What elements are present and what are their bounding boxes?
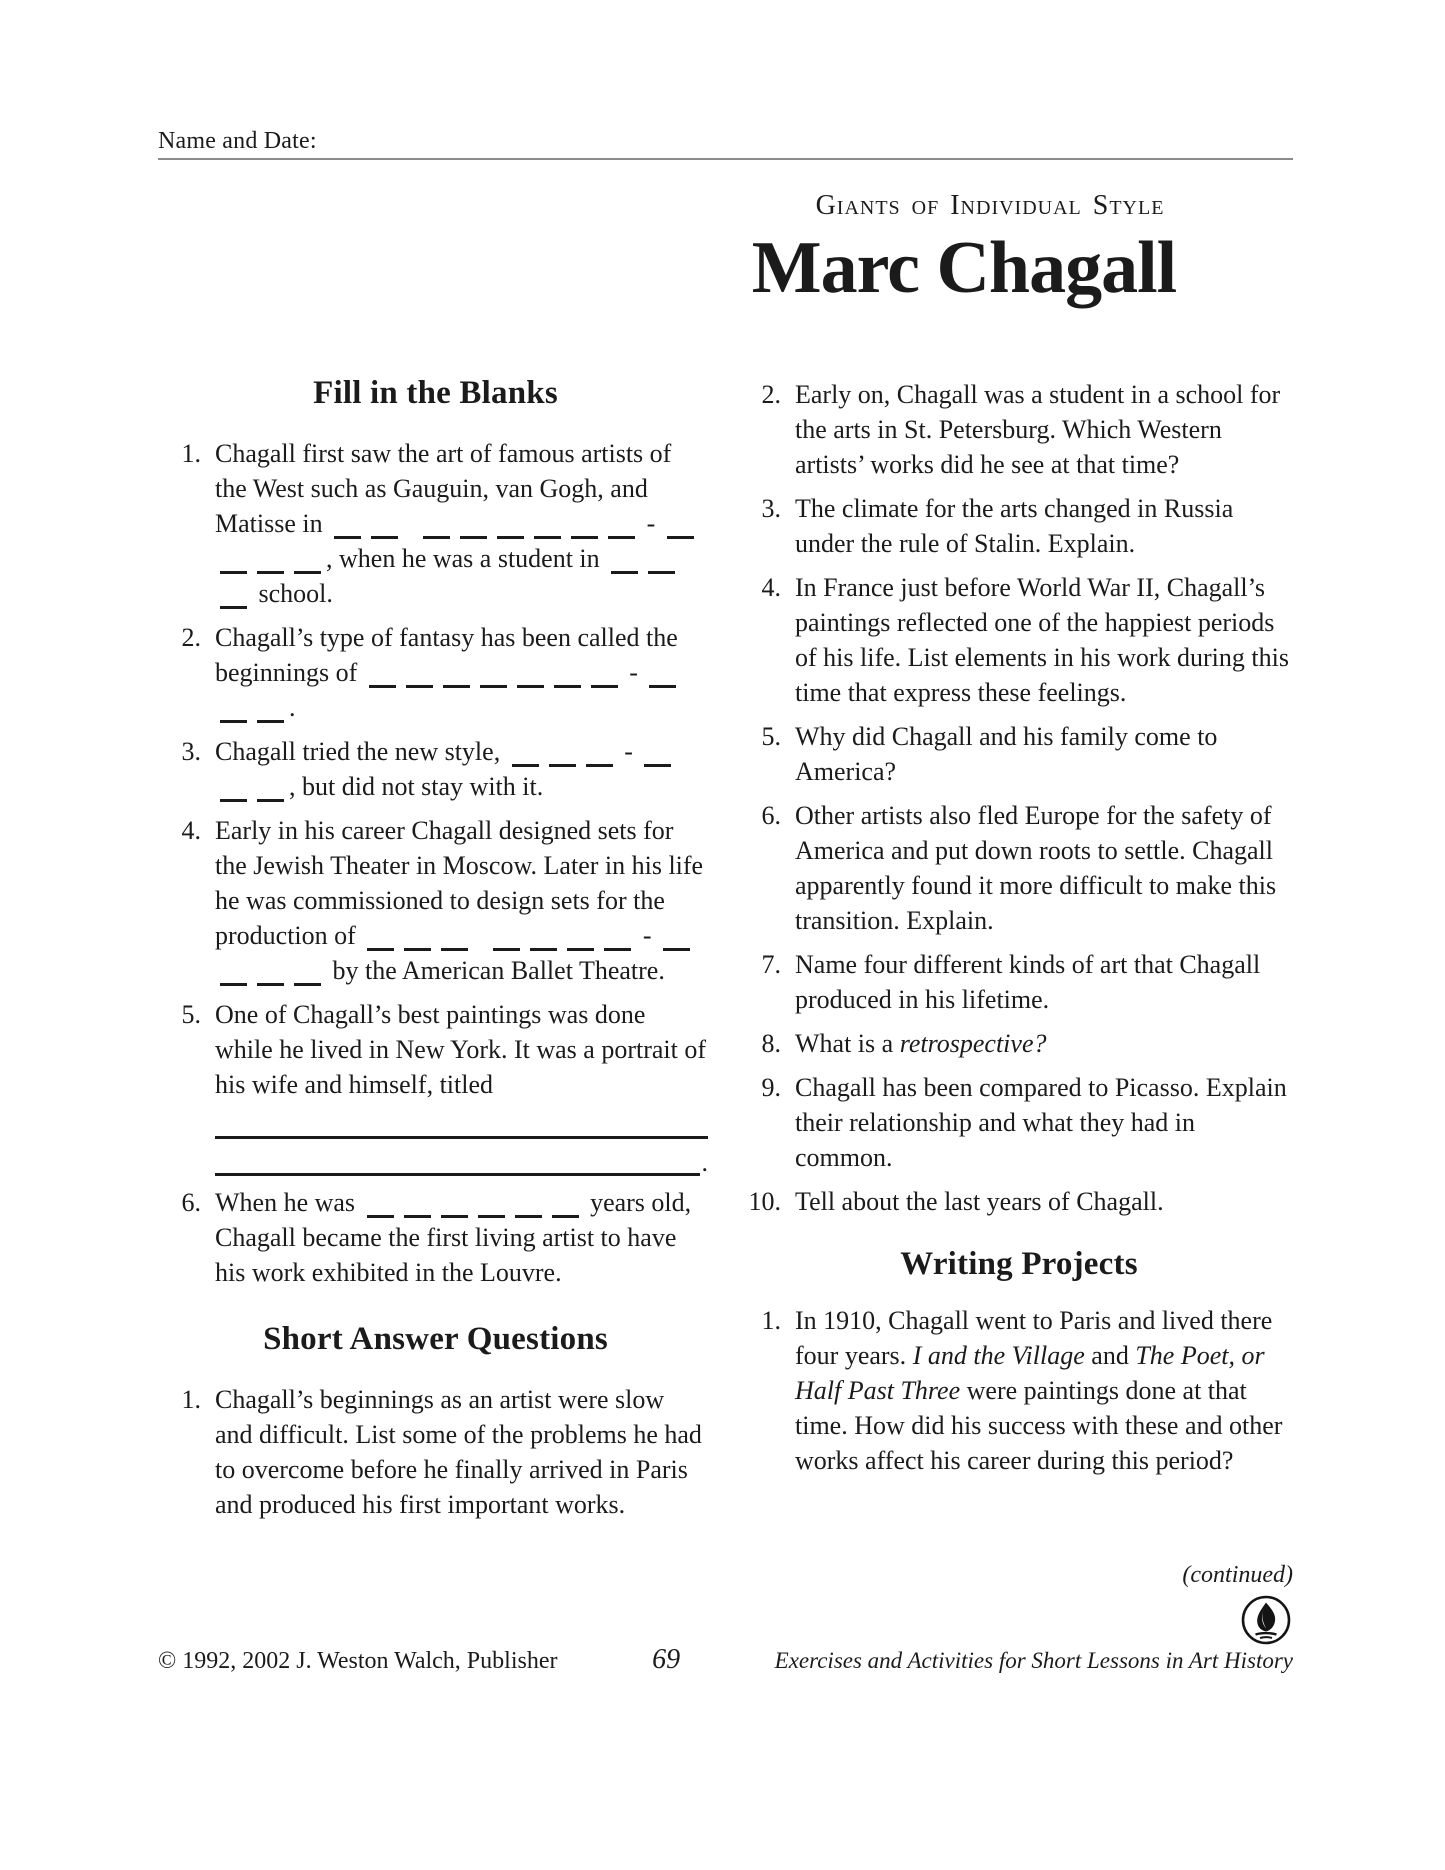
question-text: Chagall’s type of fantasy has been called the beginnings of - . — [215, 623, 678, 722]
answer-letter-blank — [441, 1208, 468, 1218]
question-item — [743, 491, 1295, 561]
question-text: One of Chagall’s best paintings was done while he lived in New York. It was a portrait of his wife and himself, titled . — [215, 1000, 708, 1177]
writing-projects-list — [743, 1303, 1295, 1478]
question-text: In France just before World War II, Chagall’s paintings reflected one of the happiest periods of his life. List elements in his work during this time that express these feelings. — [795, 573, 1289, 707]
question-item — [743, 719, 1295, 789]
answer-letter-blank — [648, 564, 675, 574]
question-number: 1. — [761, 1306, 781, 1335]
short-answer-list-right — [743, 377, 1295, 1219]
answer-letter-blank — [517, 678, 544, 688]
answer-letter-blank — [591, 678, 618, 688]
answer-letter-blank — [404, 1208, 431, 1218]
answer-letter-blank — [530, 941, 557, 951]
question-item — [163, 734, 708, 804]
answer-letter-blank — [367, 941, 394, 951]
answer-letter-blank — [604, 941, 631, 951]
short-answer-list-left — [163, 1382, 708, 1522]
question-item — [743, 1026, 1295, 1061]
question-number: 1. — [181, 439, 201, 468]
name-date-rule — [158, 158, 1293, 160]
series-title: Giants of Individual Style — [815, 190, 1165, 221]
question-text: Early in his career Chagall designed sets for the Jewish Theater in Moscow. Later in his life he was commissioned to design sets for the production of - by the American Ballet Theatre. — [215, 816, 704, 985]
question-item — [163, 1382, 708, 1522]
answer-letter-blank — [220, 792, 247, 802]
answer-letter-blank — [586, 757, 613, 767]
question-number: 5. — [761, 722, 781, 751]
answer-letter-blank — [257, 713, 284, 723]
answer-letter-blank — [567, 941, 594, 951]
page-footer — [158, 1644, 1293, 1676]
question-text: What is a retrospective? — [795, 1029, 1047, 1058]
answer-letter-blank — [257, 976, 284, 986]
answer-letter-blank — [608, 529, 635, 539]
right-column — [743, 377, 1295, 1487]
answer-letter-blank — [443, 678, 470, 688]
question-number: 4. — [181, 816, 201, 845]
answer-letter-blank — [497, 529, 524, 539]
answer-letter-blank — [441, 941, 468, 951]
question-number: 3. — [181, 737, 201, 766]
question-item — [743, 570, 1295, 710]
question-text: Why did Chagall and his family come to America? — [795, 722, 1218, 786]
question-number: 3. — [761, 494, 781, 523]
answer-letter-blank — [611, 564, 638, 574]
answer-letter-blank — [552, 1208, 579, 1218]
answer-letter-blank — [257, 792, 284, 802]
question-text: When he was years old, Chagall became the first living artist to have his work exhibited in the Louvre. — [215, 1188, 692, 1287]
fill-in-the-blanks-heading: Fill in the Blanks — [313, 375, 558, 411]
question-text: Chagall tried the new style, - , but did not stay with it. — [215, 734, 708, 804]
answer-letter-blank — [334, 529, 361, 539]
question-number: 2. — [181, 623, 201, 652]
question-text: The climate for the arts changed in Russia under the rule of Stalin. Explain. — [795, 494, 1234, 558]
answer-letter-blank — [294, 976, 321, 986]
question-item — [743, 377, 1295, 482]
question-number: 6. — [181, 1188, 201, 1217]
answer-letter-blank — [404, 941, 431, 951]
question-number: 1. — [181, 1385, 201, 1414]
answer-letter-blank — [549, 757, 576, 767]
question-text: Chagall’s beginnings as an artist were slow and difficult. List some of the problems he had to overcome before he finally arrived in Paris and produced his first important works. — [215, 1385, 702, 1519]
answer-letter-blank — [571, 529, 598, 539]
answer-letter-blank — [220, 599, 247, 609]
copyright-text: © 1992, 2002 J. Weston Walch, Publisher — [158, 1648, 558, 1674]
question-text: Other artists also fled Europe for the safety of America and put down roots to settle. Chagall apparently found it more difficult to make this transition. Explain. — [795, 801, 1277, 935]
answer-line — [215, 1102, 708, 1139]
question-number: 4. — [761, 573, 781, 602]
answer-letter-blank — [493, 941, 520, 951]
question-item — [163, 997, 708, 1176]
question-item — [743, 1303, 1295, 1478]
answer-letter-blank — [294, 564, 321, 574]
left-column — [163, 372, 708, 1531]
answer-letter-blank — [367, 1208, 394, 1218]
answer-letter-blank — [257, 564, 284, 574]
question-number: 9. — [761, 1073, 781, 1102]
question-item — [163, 813, 708, 988]
answer-letter-blank — [480, 678, 507, 688]
answer-letter-blank — [220, 976, 247, 986]
answer-letter-blank — [515, 1208, 542, 1218]
question-item — [743, 1070, 1295, 1175]
question-number: 10. — [748, 1187, 781, 1216]
answer-letter-blank — [406, 678, 433, 688]
short-answer-heading: Short Answer Questions — [263, 1321, 608, 1357]
page-title: Marc Chagall — [751, 227, 1177, 309]
question-text: Chagall first saw the art of famous artists of the West such as Gauguin, van Gogh, and Matisse in - , when he was a student in school. — [215, 436, 708, 611]
answer-letter-blank — [663, 941, 690, 951]
question-item — [743, 947, 1295, 1017]
fill-in-the-blanks-list — [163, 436, 708, 1290]
book-title: Exercises and Activities for Short Lessons in Art History — [774, 1648, 1293, 1673]
question-item — [163, 620, 708, 725]
answer-letter-blank — [371, 529, 398, 539]
question-text: In 1910, Chagall went to Paris and lived there four years. I and the Village and The Poet, or Half Past Three were paintings done at that time. How did his success with these and other works affect his career during this period? — [795, 1306, 1283, 1475]
question-item — [163, 436, 708, 611]
question-text: Early on, Chagall was a student in a school for the arts in St. Petersburg. Which Western artists’ works did he see at that time? — [795, 380, 1281, 479]
question-number: 2. — [761, 380, 781, 409]
answer-letter-blank — [649, 678, 676, 688]
question-text: Tell about the last years of Chagall. — [795, 1187, 1164, 1216]
answer-letter-blank — [534, 529, 561, 539]
answer-letter-blank — [460, 529, 487, 539]
question-text: Chagall has been compared to Picasso. Explain their relationship and what they had in common. — [795, 1073, 1287, 1172]
question-number: 7. — [761, 950, 781, 979]
answer-letter-blank — [220, 713, 247, 723]
question-item — [163, 1185, 708, 1290]
continued-note: (continued) — [1182, 1562, 1293, 1588]
question-text: Name four different kinds of art that Chagall produced in his lifetime. — [795, 950, 1261, 1014]
answer-letter-blank — [667, 529, 694, 539]
question-number: 8. — [761, 1029, 781, 1058]
name-date-label: Name and Date: — [158, 128, 317, 154]
answer-letter-blank — [512, 757, 539, 767]
answer-line: . — [215, 1139, 708, 1176]
question-number: 6. — [761, 801, 781, 830]
answer-letter-blank — [423, 529, 450, 539]
question-item — [743, 798, 1295, 938]
answer-letter-blank — [478, 1208, 505, 1218]
answer-letter-blank — [369, 678, 396, 688]
answer-letter-blank — [554, 678, 581, 688]
answer-letter-blank — [644, 757, 671, 767]
page-number: 69 — [652, 1644, 681, 1675]
publisher-flame-logo-icon — [1240, 1594, 1292, 1646]
question-number: 5. — [181, 1000, 201, 1029]
writing-projects-heading: Writing Projects — [900, 1246, 1138, 1282]
answer-letter-blank — [220, 564, 247, 574]
question-item — [743, 1184, 1295, 1219]
